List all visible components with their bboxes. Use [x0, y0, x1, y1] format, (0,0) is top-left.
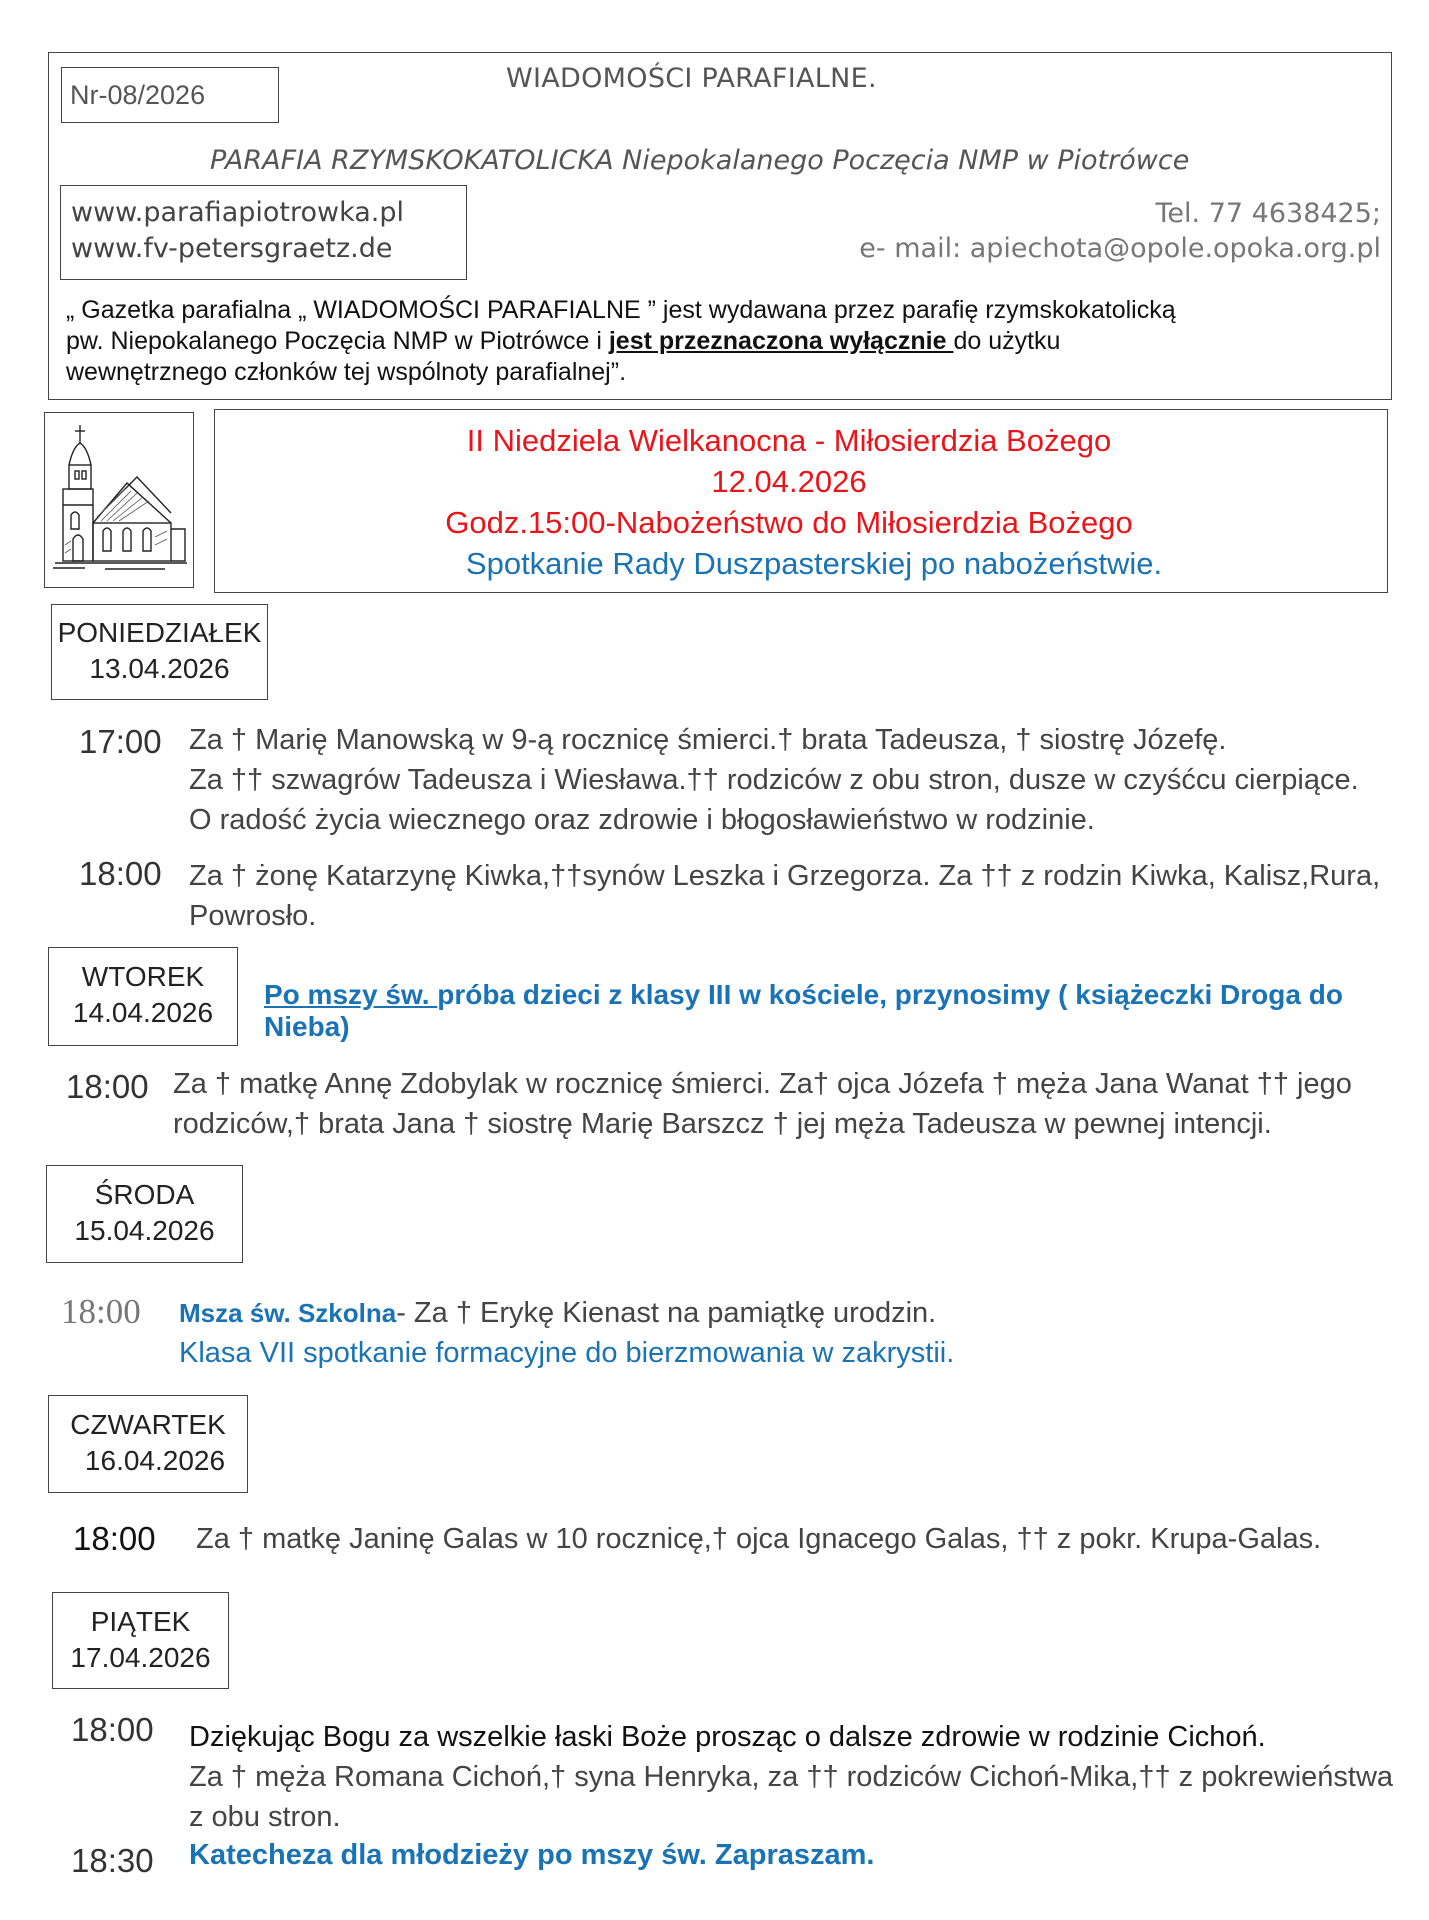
day-name: CZWARTEK: [70, 1409, 226, 1440]
website-link-2[interactable]: www.fv-petersgraetz.de: [71, 233, 393, 264]
day-date: 16.04.2026: [84, 1445, 226, 1476]
parish-name: PARAFIA RZYMSKOKATOLICKA Niepokalanego Poczęcia NMP w Piotrówce: [210, 145, 1190, 176]
feast-content: [215, 420, 1363, 584]
day-box-friday: [52, 1592, 229, 1689]
church-drawing-icon: [45, 413, 191, 585]
day-box-monday: [51, 604, 268, 700]
mass-intention: Za † matkę Annę Zdobylak w rocznicę śmierci. Za† ojca Józefa † męża Jana Wanat †† jego rodziców,† brata Jana † siostrę Marię Barszcz † jej męża Tadeusza w pewnej intencji.: [173, 1068, 1352, 1140]
websites-box: [60, 185, 467, 280]
mass-intention: Msza św. Szkolna- Za † Erykę Kienast na pamiątkę urodzin. Klasa VII spotkanie formacyjne do bierzmowania w zakrystii.: [179, 1293, 954, 1373]
day-box-tuesday: [48, 947, 238, 1046]
day-name: ŚRODA: [94, 1179, 195, 1210]
school-mass-label: Msza św. Szkolna: [179, 1298, 397, 1328]
feast-service: Godz.15:00-Nabożeństwo do Miłosierdzia Bożego: [445, 505, 1133, 540]
website-link-1[interactable]: www.parafiapiotrowka.pl: [71, 197, 405, 228]
day-date: 15.04.2026: [74, 1215, 215, 1246]
mass-time: 18:30: [71, 1842, 154, 1879]
mass-intention: Za † Marię Manowską w 9-ą rocznicę śmierci.† brata Tadeusza, † siostrę Józefę. Za †† szwagrów Tadeusza i Wiesława.†† rodziców z obu stron, dusze w czyśćcu cierpiące. O radość życia wiecznego oraz zdrowie i błogosławieństwo w rodzinie.: [189, 724, 1359, 836]
church-image-box: [44, 412, 194, 588]
mass-time: 17:00: [79, 723, 162, 760]
mass-time: 18:00: [73, 1520, 156, 1557]
phone: Tel. 77 4638425;: [1155, 198, 1381, 229]
day-date: 14.04.2026: [72, 997, 214, 1028]
newsletter-title: WIADOMOŚCI PARAFIALNE.: [506, 63, 877, 94]
disclaimer: [66, 295, 1366, 388]
catechesis-note: Katecheza dla młodzieży po mszy św. Zapraszam.: [189, 1839, 875, 1871]
email[interactable]: e- mail: apiechota@opole.opoka.org.pl: [859, 233, 1381, 264]
mass-intention: Dziękując Bogu za wszelkie łaski Boże prosząc o dalsze zdrowie w rodzinie Cichoń. Za † męża Romana Cichoń,† syna Henryka, za †† rodziców Cichoń-Mika,†† z pokrewieństwa z obu stron.: [189, 1721, 1394, 1833]
mass-intention: Za † matkę Janinę Galas w 10 rocznicę,† ojca Ignacego Galas, †† z pokr. Krupa-Galas.: [196, 1523, 1322, 1555]
mass-time: 18:00: [71, 1711, 154, 1748]
disclaimer-line-3: wewnętrznego członków tej wspólnoty parafialnej”.: [66, 358, 627, 386]
feast-name: II Niedziela Wielkanocna - Miłosierdzia Bożego: [466, 423, 1112, 458]
day-name: PIĄTEK: [90, 1606, 191, 1637]
mass-time: 18:00: [61, 1292, 141, 1331]
issue-number-box: [61, 67, 279, 123]
day-name: PONIEDZIAŁEK: [57, 617, 262, 648]
tuesday-notice: Po mszy św. próba dzieci z klasy III w kościele, przynosimy ( książeczki Droga do Nieba): [264, 979, 1343, 1042]
feast-date: 12.04.2026: [711, 464, 867, 499]
mass-time: 18:00: [66, 1068, 149, 1105]
wednesday-note: Klasa VII spotkanie formacyjne do bierzmowania w zakrystii.: [179, 1337, 955, 1369]
day-date: 17.04.2026: [70, 1642, 211, 1673]
disclaimer-line-1: „ Gazetka parafialna „ WIADOMOŚCI PARAFIALNE ” jest wydawana przez parafię rzymskokatolicką: [66, 296, 1176, 324]
day-date: 13.04.2026: [89, 653, 230, 684]
day-box-wednesday: [46, 1165, 243, 1263]
day-box-thursday: [48, 1395, 248, 1493]
disclaimer-line-2: pw. Niepokalanego Poczęcia NMP w Piotrówce i jest przeznaczona wyłącznie do użytku: [66, 327, 1061, 355]
day-name: WTOREK: [81, 961, 205, 992]
mass-time: 18:00: [79, 855, 162, 892]
feast-box: [214, 409, 1388, 593]
mass-intention: Za † żonę Katarzynę Kiwka,††synów Leszka i Grzegorza. Za †† z rodzin Kiwka, Kalisz,Rura, Powrosło.: [189, 860, 1381, 932]
feast-meeting: Spotkanie Rady Duszpasterskiej po nabożeństwie.: [465, 546, 1163, 581]
issue-number: Nr-08/2026: [70, 80, 206, 110]
